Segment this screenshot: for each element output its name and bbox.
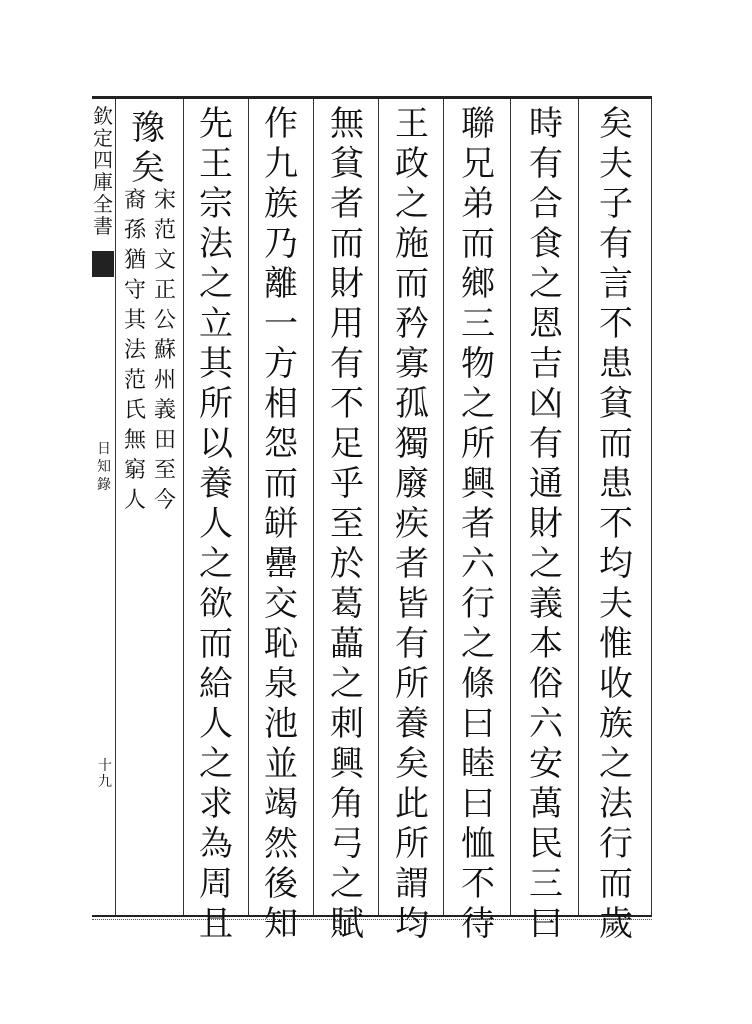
text-char: 此	[395, 784, 429, 824]
text-char: 義	[529, 584, 563, 624]
annotation-char: 其	[123, 308, 146, 333]
text-char: 而	[599, 424, 633, 464]
text-char: 一	[264, 304, 298, 344]
text-char: 恤	[461, 824, 495, 864]
annotation-char: 范	[153, 218, 176, 243]
text-char: 族	[599, 704, 633, 744]
text-char: 不	[330, 384, 364, 424]
text-char: 寡	[395, 344, 429, 384]
collection-title-char: 庫	[93, 170, 113, 194]
annotation-char: 公	[153, 308, 176, 333]
annotation-char: 無	[123, 428, 146, 453]
annotation-char: 今	[153, 488, 176, 513]
text-char: 患	[599, 464, 633, 504]
annotation-char: 氏	[123, 398, 146, 423]
text-column-3	[450, 104, 506, 944]
text-char: 王	[199, 144, 233, 184]
text-char: 獨	[395, 424, 429, 464]
annotation-char: 州	[153, 368, 176, 393]
annotation-left-line	[120, 186, 150, 516]
text-char: 均	[599, 544, 633, 584]
fishtail-mark	[92, 251, 114, 277]
text-char: 凶	[529, 384, 563, 424]
annotation-char: 守	[123, 278, 146, 303]
text-char: 矣	[599, 104, 633, 144]
annotation-char: 孫	[123, 218, 146, 243]
text-char: 藟	[330, 624, 364, 664]
text-char: 物	[461, 344, 495, 384]
text-char: 其	[199, 344, 233, 384]
text-char: 而	[599, 864, 633, 904]
annotation-char: 田	[153, 428, 176, 453]
text-char: 惟	[599, 624, 633, 664]
text-char: 有	[330, 344, 364, 384]
text-char: 怨	[264, 424, 298, 464]
text-char: 而	[264, 464, 298, 504]
text-char: 患	[599, 344, 633, 384]
text-char: 於	[330, 544, 364, 584]
collection-title-char: 四	[93, 148, 113, 172]
text-char: 者	[395, 544, 429, 584]
text-char: 所	[199, 384, 233, 424]
text-char: 矜	[395, 304, 429, 344]
text-char: 鄉	[461, 264, 495, 304]
text-char: 給	[199, 664, 233, 704]
text-char: 曰	[461, 704, 495, 744]
column-rule	[115, 99, 116, 915]
text-char: 者	[330, 184, 364, 224]
text-char: 之	[199, 744, 233, 784]
text-char: 施	[395, 224, 429, 264]
text-char: 恩	[529, 304, 563, 344]
folio-char: 十	[98, 758, 112, 774]
text-char: 先	[199, 104, 233, 144]
text-char: 曰	[529, 904, 563, 944]
annotation-char: 蘇	[153, 338, 176, 363]
book-title-char: 日	[97, 441, 111, 457]
text-char: 豫	[131, 108, 165, 148]
text-column-2	[518, 104, 574, 944]
text-char: 人	[199, 504, 233, 544]
text-char: 六	[461, 544, 495, 584]
annotation-char: 窮	[123, 458, 146, 483]
text-char: 興	[461, 464, 495, 504]
text-char: 然	[264, 824, 298, 864]
column-rule	[651, 99, 652, 915]
text-char: 人	[199, 704, 233, 744]
text-char: 弟	[461, 184, 495, 224]
text-char: 之	[529, 544, 563, 584]
text-char: 而	[461, 224, 495, 264]
annotation-char: 猶	[123, 248, 146, 273]
text-char: 之	[461, 384, 495, 424]
text-char: 貧	[599, 384, 633, 424]
column-rule	[378, 99, 379, 915]
text-char: 三	[461, 304, 495, 344]
text-char: 有	[395, 624, 429, 664]
text-char: 池	[264, 704, 298, 744]
collection-title-char: 書	[93, 214, 113, 238]
text-char: 之	[461, 624, 495, 664]
text-char: 財	[330, 264, 364, 304]
text-char: 宗	[199, 184, 233, 224]
text-char: 歲	[599, 904, 633, 944]
text-char: 九	[264, 144, 298, 184]
text-char: 乎	[330, 464, 364, 504]
text-char: 條	[461, 664, 495, 704]
annotation-char: 人	[123, 488, 146, 513]
text-char: 夫	[599, 584, 633, 624]
text-char: 興	[330, 744, 364, 784]
column-rule	[443, 99, 444, 915]
text-char: 且	[199, 904, 233, 944]
text-char: 矣	[131, 148, 165, 188]
folio-char: 九	[98, 774, 112, 790]
text-char: 葛	[330, 584, 364, 624]
text-char: 無	[330, 104, 364, 144]
annotation-char: 宋	[153, 188, 176, 213]
text-char: 者	[461, 504, 495, 544]
text-char: 有	[599, 224, 633, 264]
text-char: 收	[599, 664, 633, 704]
text-char: 言	[599, 264, 633, 304]
text-char: 行	[599, 824, 633, 864]
text-column-4	[384, 104, 440, 944]
text-char: 乃	[264, 224, 298, 264]
annotation-char: 裔	[123, 188, 146, 213]
text-char: 聯	[461, 104, 495, 144]
text-char: 之	[199, 264, 233, 304]
annotation-char: 文	[153, 248, 176, 273]
text-char: 養	[199, 464, 233, 504]
text-char: 時	[529, 104, 563, 144]
text-char: 吉	[529, 344, 563, 384]
book-title	[93, 440, 115, 494]
text-char: 所	[461, 424, 495, 464]
column-rule	[510, 99, 511, 915]
collection-title-char: 定	[93, 126, 113, 150]
text-char: 孤	[395, 384, 429, 424]
text-char: 至	[330, 504, 364, 544]
text-char: 不	[599, 304, 633, 344]
text-char: 有	[529, 144, 563, 184]
text-char: 法	[199, 224, 233, 264]
text-char: 六	[529, 704, 563, 744]
text-char: 兄	[461, 144, 495, 184]
text-char: 所	[395, 664, 429, 704]
text-char: 安	[529, 744, 563, 784]
text-char: 缾	[264, 504, 298, 544]
text-char: 夫	[599, 144, 633, 184]
text-column-6	[253, 104, 309, 944]
text-char: 曰	[461, 784, 495, 824]
text-char: 俗	[529, 664, 563, 704]
text-char: 不	[461, 864, 495, 904]
text-char: 之	[599, 744, 633, 784]
text-column-7	[188, 104, 244, 944]
text-char: 王	[395, 104, 429, 144]
text-char: 疾	[395, 504, 429, 544]
text-char: 養	[395, 704, 429, 744]
text-char: 作	[264, 104, 298, 144]
text-char: 之	[395, 184, 429, 224]
text-char: 後	[264, 864, 298, 904]
text-char: 周	[199, 864, 233, 904]
collection-title-char: 欽	[93, 104, 113, 128]
text-char: 而	[199, 624, 233, 664]
annotation-char: 正	[153, 278, 176, 303]
text-char: 合	[529, 184, 563, 224]
text-char: 矣	[395, 744, 429, 784]
text-char: 並	[264, 744, 298, 784]
annotation-char: 義	[153, 398, 176, 423]
text-char: 本	[529, 624, 563, 664]
folio-number	[94, 758, 116, 790]
text-char: 刺	[330, 704, 364, 744]
text-char: 用	[330, 304, 364, 344]
column-rule	[183, 99, 184, 915]
text-char: 均	[395, 904, 429, 944]
text-char: 不	[599, 504, 633, 544]
text-char: 交	[264, 584, 298, 624]
text-char: 恥	[264, 624, 298, 664]
text-char: 而	[330, 224, 364, 264]
annotation-right-line	[150, 186, 180, 516]
text-char: 知	[264, 904, 298, 944]
text-char: 以	[199, 424, 233, 464]
text-char: 之	[529, 264, 563, 304]
book-title-char: 錄	[97, 477, 111, 493]
text-char: 萬	[529, 784, 563, 824]
text-char: 有	[529, 424, 563, 464]
book-title-char: 知	[97, 459, 111, 475]
text-char: 財	[529, 504, 563, 544]
text-char: 之	[330, 664, 364, 704]
text-char: 之	[199, 544, 233, 584]
text-char: 謂	[395, 864, 429, 904]
text-char: 相	[264, 384, 298, 424]
text-char: 睦	[461, 744, 495, 784]
text-char: 足	[330, 424, 364, 464]
text-char: 待	[461, 904, 495, 944]
text-char: 民	[529, 824, 563, 864]
text-char: 罍	[264, 544, 298, 584]
text-char: 賦	[330, 904, 364, 944]
collection-title-char: 全	[93, 192, 113, 216]
text-char: 角	[330, 784, 364, 824]
text-char: 之	[330, 864, 364, 904]
text-char: 離	[264, 264, 298, 304]
text-column-5	[319, 104, 375, 944]
text-char: 族	[264, 184, 298, 224]
page-border-top	[92, 96, 652, 99]
text-char: 政	[395, 144, 429, 184]
annotation-char: 范	[123, 368, 146, 393]
annotation-char: 至	[153, 458, 176, 483]
text-char: 泉	[264, 664, 298, 704]
column-rule	[313, 99, 314, 915]
text-char: 通	[529, 464, 563, 504]
text-char: 立	[199, 304, 233, 344]
column-rule	[248, 99, 249, 915]
text-char: 求	[199, 784, 233, 824]
column-rule	[578, 99, 579, 915]
text-char: 弓	[330, 824, 364, 864]
text-char: 所	[395, 824, 429, 864]
text-char: 皆	[395, 584, 429, 624]
text-char: 方	[264, 344, 298, 384]
text-char: 法	[599, 784, 633, 824]
annotation-char: 法	[123, 338, 146, 363]
text-char: 子	[599, 184, 633, 224]
text-char: 貧	[330, 144, 364, 184]
text-char: 而	[395, 264, 429, 304]
text-char: 為	[199, 824, 233, 864]
text-char: 食	[529, 224, 563, 264]
last-column-main	[118, 108, 178, 188]
text-column-1	[588, 104, 644, 944]
text-char: 廢	[395, 464, 429, 504]
text-char: 欲	[199, 584, 233, 624]
text-char: 竭	[264, 784, 298, 824]
text-char: 行	[461, 584, 495, 624]
collection-title	[92, 105, 114, 277]
text-char: 三	[529, 864, 563, 904]
